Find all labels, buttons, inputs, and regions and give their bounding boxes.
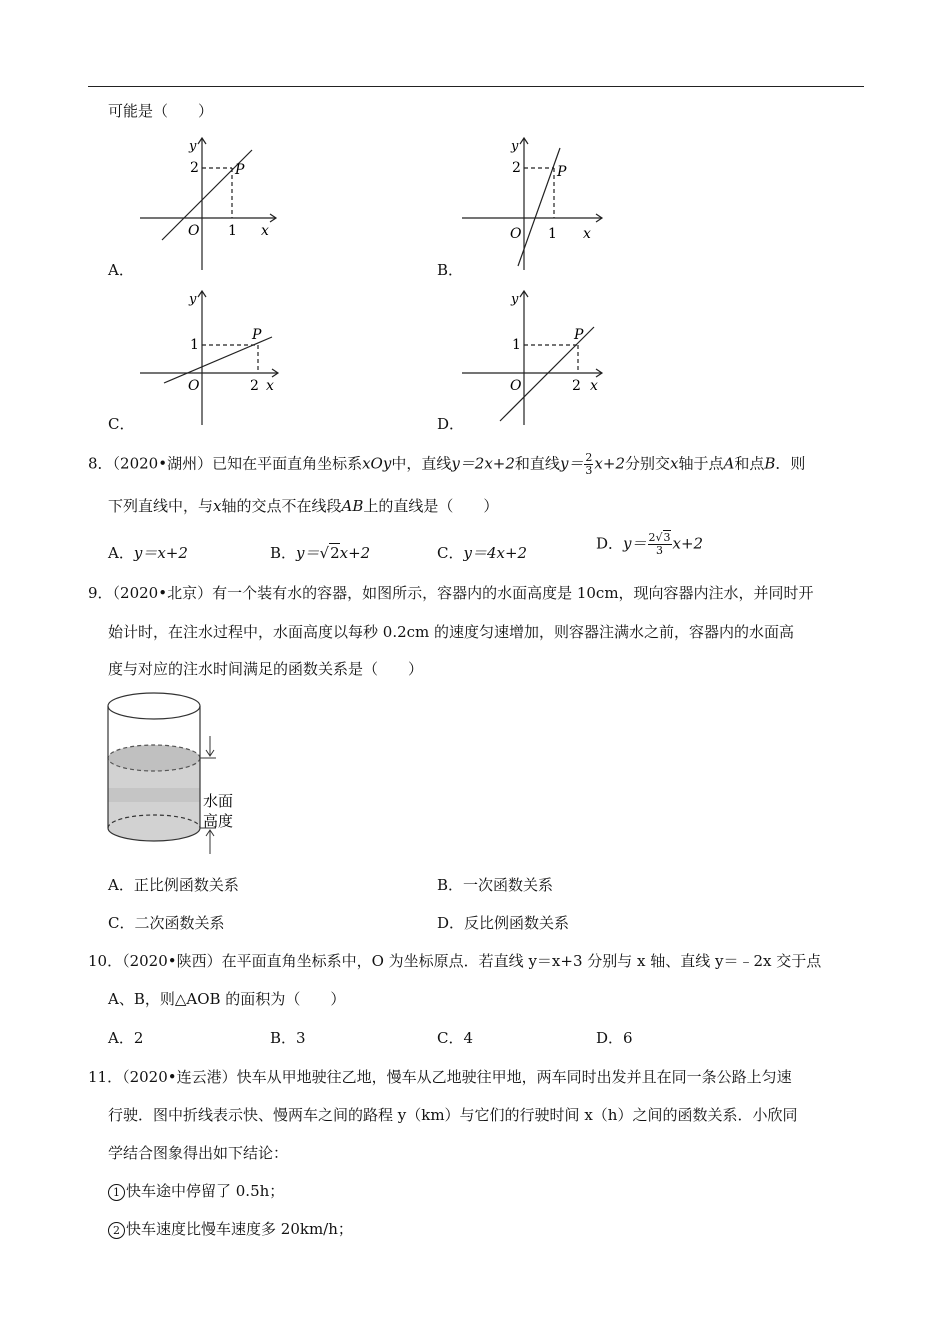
y-axis-label: y [511, 139, 519, 154]
option-label: B． [270, 1029, 297, 1047]
q7-option-b-label: B． [437, 261, 464, 279]
sqrt-sign: √ [655, 531, 663, 544]
x-tick: 1 [228, 223, 237, 239]
option-label: A． [108, 876, 134, 894]
q7-option-c-label: C． [108, 415, 135, 433]
q8-point-b: B [764, 454, 776, 473]
q9-option-b [437, 874, 553, 895]
q11-conclusion-2 [108, 1218, 353, 1239]
header-rule [88, 86, 864, 87]
option-label: C． [108, 914, 135, 932]
denominator: 3 [585, 464, 593, 477]
water-level-label-1: 水面 [203, 792, 234, 810]
q7-tail: 可能是（ ） [108, 102, 214, 120]
q11-line-1: 11．（2020•连云港）快车从甲地驶往乙地，慢车从乙地驶往甲地，两车同时出发并且在同一条公路上匀速 [88, 1068, 792, 1086]
option-label: D． [437, 914, 465, 932]
q8-option-a [108, 542, 188, 563]
origin-label: O [510, 226, 522, 242]
q8-x: x [213, 497, 222, 515]
option-text: 反比例函数关系 [464, 914, 570, 932]
x-axis-label: x [583, 226, 591, 242]
option-text: y＝ [623, 534, 647, 553]
radicand: 2 [330, 544, 340, 562]
point-label: P [235, 162, 245, 178]
q11-conclusion-1 [108, 1180, 284, 1201]
q8-eq2-fraction [584, 452, 593, 477]
y-tick: 2 [512, 160, 521, 176]
option-text: x+2 [339, 544, 371, 562]
q8-eq2: x+2 [594, 454, 625, 473]
x-axis-label: x [590, 378, 598, 394]
q8-text: 分别交 [625, 454, 671, 473]
q7-graph-a [140, 130, 290, 275]
q8-text: 和直线 [514, 454, 560, 473]
q9-container-figure [100, 688, 250, 860]
q8-line-1 [88, 452, 805, 477]
q9-option-d [437, 912, 569, 933]
water-band [108, 788, 200, 802]
q8-option-d [596, 532, 703, 557]
q9-option-a [108, 874, 239, 895]
q7-graph-b [462, 130, 612, 275]
option-label: C． [437, 1029, 464, 1047]
option-label: B． [437, 876, 464, 894]
option-label: A． [108, 1029, 134, 1047]
y-axis-label: y [511, 292, 519, 307]
option-text: 正比例函数关系 [133, 876, 239, 894]
x-tick: 2 [572, 378, 581, 394]
water-level-label-2: 高度 [203, 812, 234, 830]
q9-line-2: 始计时，在注水过程中，水面高度以每秒 0.2cm 的速度匀速增加，则容器注满水之前，容器内的水面高 [108, 623, 795, 641]
q10-option-d [596, 1027, 633, 1048]
y-axis-label: y [189, 292, 197, 307]
q10-line-2: A、B，则△AOB 的面积为（ ） [108, 990, 346, 1008]
q10-line-1: 10．（2020•陕西）在平面直角坐标系中，O 为坐标原点．若直线 y＝x+3 分别与 x 轴、直线 y＝﹣2x 交于点 [88, 952, 822, 970]
q7-option-a-label: A． [108, 261, 134, 279]
numerator: 2 [585, 451, 593, 464]
q8-text: 上的直线是（ ） [363, 497, 499, 515]
option-label: D． [596, 1029, 624, 1047]
y-tick: 2 [190, 160, 199, 176]
conclusion-text: 快车速度比慢车速度多 20km/h； [126, 1220, 353, 1238]
q8-text: 8．（2020•湖州）已知在平面直角坐标系 [88, 454, 363, 473]
q10-option-b [270, 1027, 306, 1048]
sqrt-sign: √ [319, 544, 330, 562]
option-text: x+2 [672, 534, 704, 553]
y-tick: 1 [190, 337, 199, 353]
q8-option-b [270, 542, 370, 563]
option-text: 3 [296, 1029, 306, 1047]
q11-line-2: 行驶．图中折线表示快、慢两车之间的路程 y（km）与它们的行驶时间 x（h）之间的函数关系．小欣同 [108, 1106, 798, 1124]
q8-text: ．则 [775, 454, 806, 473]
option-text: y＝4x+2 [463, 544, 528, 562]
origin-label: O [510, 378, 522, 394]
q8-eq1: y＝2x+2 [451, 454, 515, 473]
y-axis-label: y [189, 139, 197, 154]
option-text: 2 [133, 1029, 144, 1047]
option-text: y＝ [296, 544, 320, 562]
graph-line [164, 337, 272, 383]
x-axis-label: x [266, 378, 274, 394]
option-text: 一次函数关系 [463, 876, 554, 894]
q8-xoy: xOy [362, 454, 392, 473]
option-text: y＝x+2 [133, 544, 188, 562]
q8-x: x [670, 454, 679, 473]
q9-line-1: 9．（2020•北京）有一个装有水的容器，如图所示，容器内的水面高度是 10cm，现向容器内注水，并同时开 [88, 584, 814, 602]
option-text: 6 [623, 1029, 633, 1047]
q9-line-3: 度与对应的注水时间满足的函数关系是（ ） [108, 660, 424, 678]
q10-option-c [437, 1027, 473, 1048]
q8-option-c [437, 542, 527, 563]
d-fraction [648, 532, 672, 557]
q7-option-d-label: D． [437, 415, 465, 433]
x-tick: 1 [548, 226, 557, 242]
point-label: P [574, 327, 584, 343]
q8-eq2: y＝ [559, 454, 584, 473]
option-label: C． [437, 544, 464, 562]
y-tick: 1 [512, 337, 521, 353]
conclusion-text: 快车途中停留了 0.5h； [126, 1182, 285, 1200]
q8-text: 轴的交点不在线段 [221, 497, 342, 515]
option-label: D． [596, 534, 624, 553]
q7-graph-c [140, 285, 290, 430]
q8-text: 下列直线中，与 [108, 497, 214, 515]
container-top-rim [108, 693, 200, 719]
option-text: 二次函数关系 [134, 914, 225, 932]
point-label: P [557, 164, 567, 180]
q8-point-a: A [723, 454, 735, 473]
point-label: P [252, 327, 262, 343]
q11-line-3: 学结合图象得出如下结论： [108, 1144, 289, 1162]
origin-label: O [188, 223, 200, 239]
q7-graph-d [462, 285, 612, 430]
origin-label: O [188, 378, 200, 394]
numerator-coef: 2 [648, 531, 656, 544]
q8-text: 中，直线 [391, 454, 452, 473]
q10-option-a [108, 1027, 143, 1048]
q8-segment-ab: AB [341, 497, 364, 515]
option-label: B． [270, 544, 297, 562]
radicand: 3 [663, 531, 671, 544]
x-tick: 2 [250, 378, 259, 394]
q8-text: 和点 [734, 454, 765, 473]
circled-number: 2 [108, 1222, 125, 1239]
circled-number: 1 [108, 1184, 125, 1201]
option-text: 4 [463, 1029, 474, 1047]
x-axis-label: x [261, 223, 269, 239]
q9-option-c [108, 912, 225, 933]
q8-line-2 [108, 495, 498, 516]
option-label: A． [108, 544, 134, 562]
denominator: 3 [656, 544, 664, 557]
water-surface [108, 745, 200, 771]
q8-text: 轴于点 [678, 454, 724, 473]
